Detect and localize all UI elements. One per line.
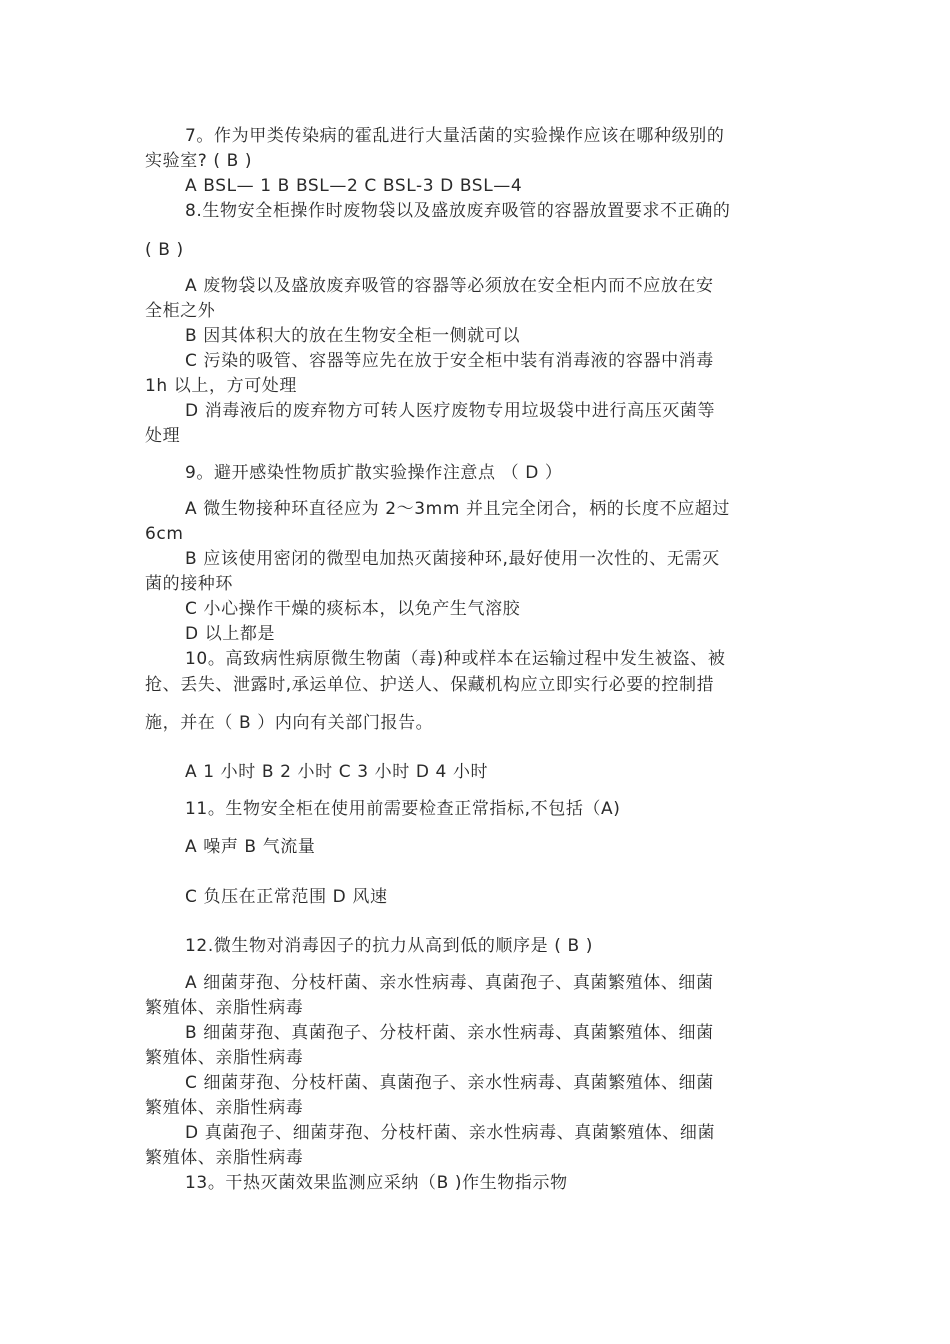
q8-option-c-line2: 1h 以上，方可处理 <box>145 376 297 396</box>
q9-option-c: C 小心操作干燥的痰标本，以免产生气溶胶 <box>185 599 521 619</box>
q8-option-c-line1: C 污染的吸管、容器等应先在放于安全柜中装有消毒液的容器中消毒 <box>185 351 714 371</box>
q8-option-a-line2: 全柜之外 <box>145 301 216 321</box>
q12-option-c-line1: C 细菌芽孢、分枝杆菌、真菌孢子、亲水性病毒、真菌繁殖体、细菌 <box>185 1073 714 1093</box>
q12-option-b-line2: 繁殖体、亲脂性病毒 <box>145 1048 304 1068</box>
q8-option-d-line1: D 消毒液后的废弃物方可转人医疗废物专用垃圾袋中进行高压灭菌等 <box>185 401 716 421</box>
q10-stem-line1: 10。高致病性病原微生物菌（毒)种或样本在运输过程中发生被盗、被 <box>185 649 726 669</box>
q8-option-b: B 因其体积大的放在生物安全柜一侧就可以 <box>185 326 521 346</box>
q11-stem: 11。生物安全柜在使用前需要检查正常指标,不包括（A) <box>185 799 621 819</box>
q12-option-a-line2: 繁殖体、亲脂性病毒 <box>145 998 304 1018</box>
q13-stem: 13。干热灭菌效果监测应采纳（B )作生物指示物 <box>185 1173 568 1193</box>
q11-options-line1: A 噪声 B 气流量 <box>185 837 316 857</box>
q12-option-d-line2: 繁殖体、亲脂性病毒 <box>145 1148 304 1168</box>
q9-stem: 9。避开感染性物质扩散实验操作注意点 （ D ） <box>185 463 563 483</box>
q12-option-b-line1: B 细菌芽孢、真菌孢子、分枝杆菌、亲水性病毒、真菌繁殖体、细菌 <box>185 1023 714 1043</box>
q9-option-d: D 以上都是 <box>185 624 276 644</box>
q7-stem-line1: 7。作为甲类传染病的霍乱进行大量活菌的实验操作应该在哪种级别的 <box>185 126 725 146</box>
q9-option-b-line1: B 应该使用密闭的微型电加热灭菌接种环,最好使用一次性的、无需灭 <box>185 549 720 569</box>
q10-stem-line3: 施，并在（ B ）内向有关部门报告。 <box>145 713 434 733</box>
q8-option-a-line1: A 废物袋以及盛放废弃吸管的容器等必须放在安全柜内而不应放在安 <box>185 276 714 296</box>
q12-stem: 12.微生物对消毒因子的抗力从高到低的顺序是 ( B ) <box>185 936 593 956</box>
q9-option-a-line2: 6cm <box>145 524 184 544</box>
q8-stem-line2: ( B ) <box>145 240 184 260</box>
q11-options-line2: C 负压在正常范围 D 风速 <box>185 887 388 907</box>
q9-option-a-line1: A 微生物接种环直径应为 2～3mm 并且完全闭合，柄的长度不应超过 <box>185 499 730 519</box>
q12-option-d-line1: D 真菌孢子、细菌芽孢、分枝杆菌、亲水性病毒、真菌繁殖体、细菌 <box>185 1123 716 1143</box>
q9-option-b-line2: 菌的接种环 <box>145 574 233 594</box>
q12-option-a-line1: A 细菌芽孢、分枝杆菌、亲水性病毒、真菌孢子、真菌繁殖体、细菌 <box>185 973 714 993</box>
q7-stem-line2: 实验室? ( B ) <box>145 151 253 171</box>
q10-stem-line2: 抢、丢失、泄露时,承运单位、护送人、保藏机构应立即实行必要的控制措 <box>145 675 715 695</box>
q8-option-d-line2: 处理 <box>145 426 181 446</box>
q7-options: A BSL— 1 B BSL—2 C BSL-3 D BSL—4 <box>185 176 523 196</box>
q12-option-c-line2: 繁殖体、亲脂性病毒 <box>145 1098 304 1118</box>
q10-options: A 1 小时 B 2 小时 C 3 小时 D 4 小时 <box>185 762 489 782</box>
q8-stem-line1: 8.生物安全柜操作时废物袋以及盛放废弃吸管的容器放置要求不正确的 <box>185 201 731 221</box>
